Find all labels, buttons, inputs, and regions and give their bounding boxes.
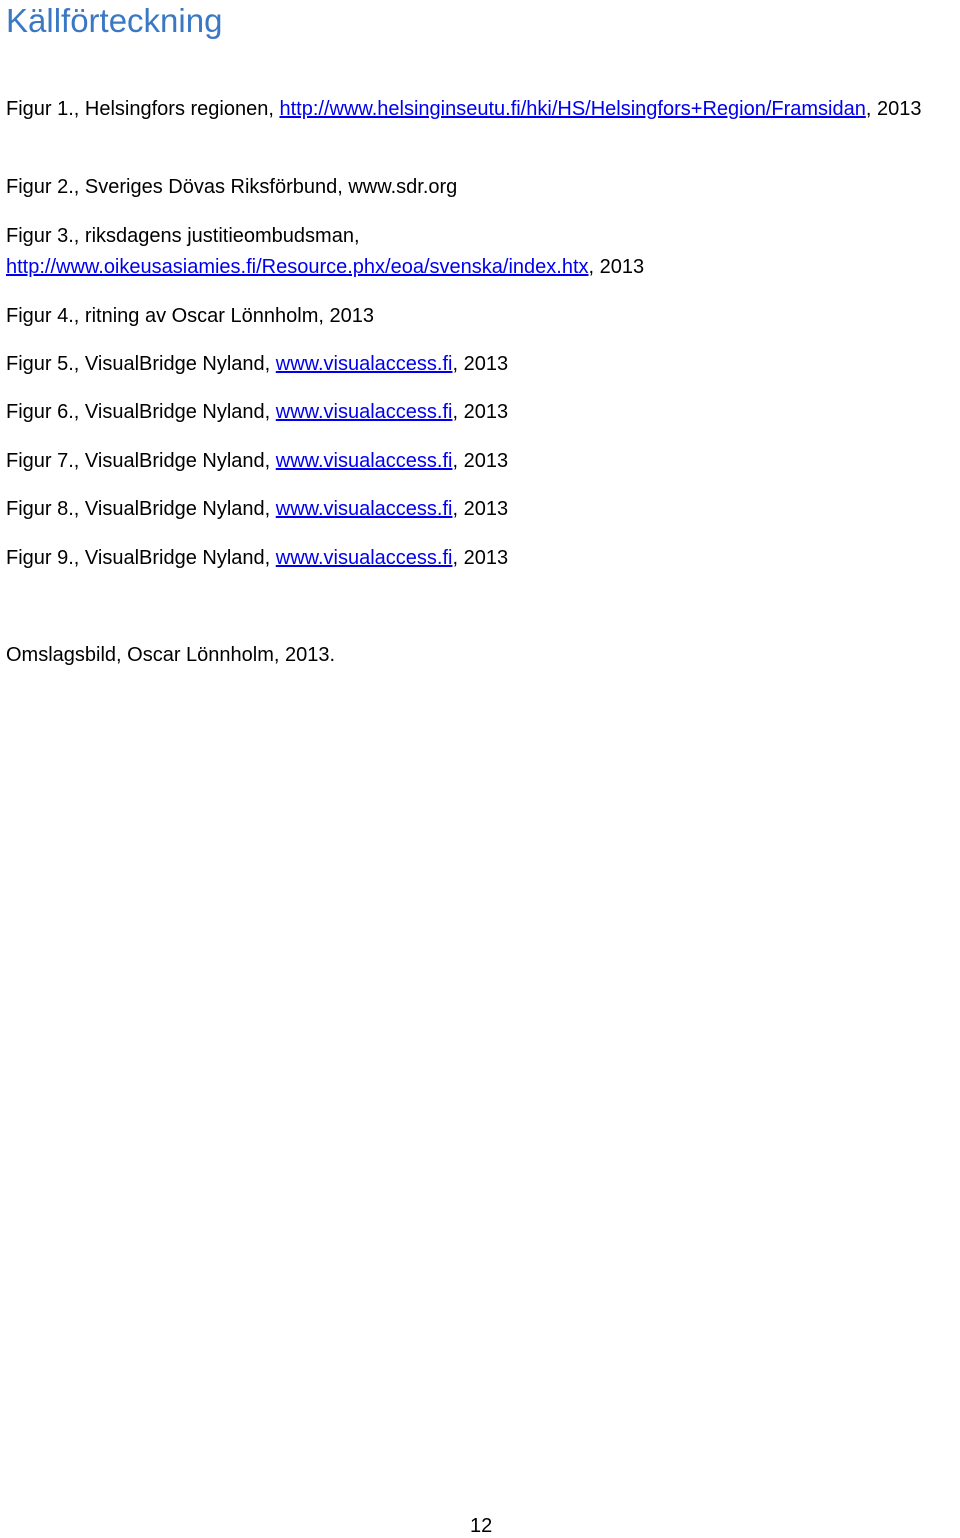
reference-link[interactable]: www.visualaccess.fi xyxy=(275,498,453,520)
reference-text: Figur 3., riksdagens justitieombudsman, xyxy=(6,225,360,247)
reference-suffix: , 2013 xyxy=(452,401,509,423)
reference-suffix: , 2013 xyxy=(452,450,509,472)
reference-text: Figur 5., VisualBridge Nyland, xyxy=(6,353,276,375)
reference-figur-8 xyxy=(6,494,508,525)
reference-link[interactable]: www.visualaccess.fi xyxy=(275,401,453,423)
reference-suffix: , 2013 xyxy=(452,547,509,569)
reference-suffix: , 2013 xyxy=(588,256,645,278)
reference-suffix: , 2013 xyxy=(865,98,922,120)
reference-suffix: , 2013 xyxy=(452,498,509,520)
reference-text: Figur 4., ritning av Oscar Lönnholm, 2013 xyxy=(6,305,374,327)
page-title: Källförteckning xyxy=(6,2,223,39)
reference-text: Figur 8., VisualBridge Nyland, xyxy=(6,498,276,520)
reference-link[interactable]: www.visualaccess.fi xyxy=(275,547,453,569)
reference-figur-1 xyxy=(6,94,956,125)
reference-figur-6 xyxy=(6,397,508,428)
reference-suffix: , 2013 xyxy=(452,353,509,375)
cover-image-credit: Omslagsbild, Oscar Lönnholm, 2013. xyxy=(6,644,336,666)
reference-figur-2 xyxy=(6,172,457,203)
reference-text: Figur 2., Sveriges Dövas Riksförbund, www.sdr.org xyxy=(6,176,458,198)
reference-figur-7 xyxy=(6,446,508,477)
reference-figur-3 xyxy=(6,221,644,283)
reference-link[interactable]: http://www.helsinginseutu.fi/hki/HS/Helsingfors+Region/Framsidan xyxy=(279,98,866,120)
reference-text: Figur 7., VisualBridge Nyland, xyxy=(6,450,276,472)
reference-link[interactable]: www.visualaccess.fi xyxy=(275,353,453,375)
reference-figur-9 xyxy=(6,543,508,574)
reference-figur-4 xyxy=(6,301,374,332)
reference-text: Figur 1., Helsingfors regionen, xyxy=(6,98,280,120)
reference-link[interactable]: http://www.oikeusasiamies.fi/Resource.phx/eoa/svenska/index.htx xyxy=(6,256,589,278)
reference-figur-5 xyxy=(6,349,508,380)
reference-text: Figur 9., VisualBridge Nyland, xyxy=(6,547,276,569)
reference-link[interactable]: www.visualaccess.fi xyxy=(275,450,453,472)
reference-text: Figur 6., VisualBridge Nyland, xyxy=(6,401,276,423)
page-number: 12 xyxy=(470,1515,493,1537)
